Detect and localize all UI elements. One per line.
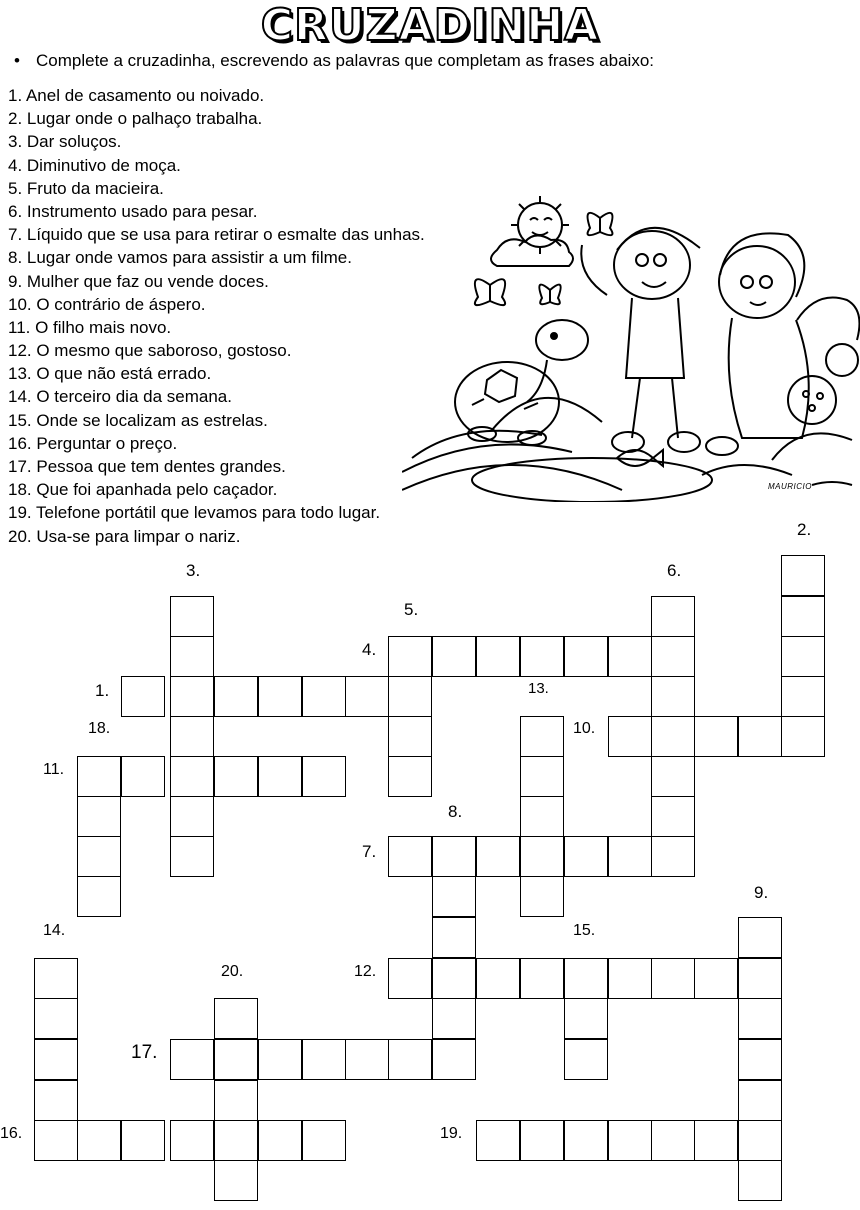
crossword-cell[interactable] — [34, 958, 78, 999]
clue-item: 8. Lugar onde vamos para assistir a um filme. — [8, 248, 352, 268]
crossword-cell[interactable] — [738, 998, 782, 1039]
crossword-cell[interactable] — [476, 958, 520, 999]
illustration-signature: MAURICIO — [768, 482, 812, 491]
crossword-cell[interactable] — [170, 716, 214, 757]
crossword-cell[interactable] — [214, 1039, 258, 1080]
grid-number-1: 1. — [95, 681, 110, 700]
crossword-cell[interactable] — [258, 756, 302, 797]
crossword-cell[interactable] — [781, 596, 825, 637]
grid-number-18: 18. — [88, 720, 111, 737]
crossword-cell[interactable] — [302, 676, 346, 717]
crossword-cell[interactable] — [781, 555, 825, 596]
crossword-cell[interactable] — [170, 636, 214, 677]
crossword-cell[interactable] — [651, 716, 695, 757]
crossword-cell[interactable] — [738, 958, 782, 999]
crossword-cell[interactable] — [651, 596, 695, 637]
grid-number-11: 11. — [43, 761, 65, 778]
crossword-cell[interactable] — [738, 1080, 782, 1121]
crossword-cell[interactable] — [738, 917, 782, 958]
grid-number-3: 3. — [186, 561, 201, 580]
clue-item: 14. O terceiro dia da semana. — [8, 387, 232, 407]
crossword-cell[interactable] — [121, 676, 165, 717]
crossword-cell[interactable] — [476, 836, 520, 877]
clue-item: 2. Lugar onde o palhaço trabalha. — [8, 109, 263, 129]
crossword-cell[interactable] — [170, 596, 214, 637]
crossword-cell[interactable] — [77, 836, 121, 877]
crossword-cell[interactable] — [781, 676, 825, 717]
clue-item: 17. Pessoa que tem dentes grandes. — [8, 457, 286, 476]
crossword-cell[interactable] — [170, 676, 214, 717]
crossword-cell[interactable] — [388, 716, 432, 757]
crossword-cell[interactable] — [564, 1120, 608, 1161]
crossword-cell[interactable] — [170, 836, 214, 877]
crossword-cell[interactable] — [651, 756, 695, 797]
crossword-cell[interactable] — [694, 716, 738, 757]
bullet-icon: • — [14, 51, 20, 70]
clue-item: 9. Mulher que faz ou vende doces. — [8, 271, 269, 291]
crossword-cell[interactable] — [121, 1120, 165, 1161]
crossword-cell[interactable] — [564, 958, 608, 999]
crossword-cell[interactable] — [432, 1039, 476, 1080]
crossword-cell[interactable] — [258, 1120, 302, 1161]
crossword-cell[interactable] — [738, 1120, 782, 1161]
crossword-cell[interactable] — [520, 796, 564, 837]
crossword-cell[interactable] — [258, 1039, 302, 1080]
grid-number-13: 13. — [528, 680, 549, 697]
crossword-cell[interactable] — [388, 636, 432, 677]
clue-item: 12. O mesmo que saboroso, gostoso. — [8, 341, 292, 361]
crossword-cell[interactable] — [520, 1120, 564, 1161]
crossword-cell[interactable] — [564, 1039, 608, 1080]
crossword-cell[interactable] — [520, 876, 564, 917]
crossword-cell[interactable] — [170, 796, 214, 837]
clue-item: 13. O que não está errado. — [8, 364, 212, 384]
clue-item: 20. Usa-se para limpar o nariz. — [8, 526, 241, 546]
crossword-cell[interactable] — [651, 958, 695, 999]
crossword-cell[interactable] — [77, 796, 121, 837]
crossword-cell[interactable] — [432, 836, 476, 877]
crossword-cell[interactable] — [34, 1080, 78, 1121]
crossword-cell[interactable] — [651, 796, 695, 837]
crossword-cell[interactable] — [651, 836, 695, 877]
crossword-cell[interactable] — [77, 876, 121, 917]
clue-item: 4. Diminutivo de moça. — [8, 155, 181, 175]
crossword-cell[interactable] — [302, 1039, 346, 1080]
clue-item: 3. Dar soluços. — [8, 132, 122, 152]
crossword-cell[interactable] — [77, 756, 121, 797]
crossword-cell[interactable] — [432, 876, 476, 917]
crossword-cell[interactable] — [34, 1039, 78, 1080]
crossword-cell[interactable] — [432, 917, 476, 958]
clue-item: 15. Onde se localizam as estrelas. — [8, 410, 268, 430]
crossword-cell[interactable] — [214, 1160, 258, 1201]
grid-number-12: 12. — [354, 963, 377, 980]
crossword-cell[interactable] — [214, 998, 258, 1039]
crossword-cell[interactable] — [781, 716, 825, 757]
instruction-text: Complete a cruzadinha, escrevendo as palavras que completam as frases abaixo: — [36, 51, 655, 70]
crossword-cell[interactable] — [738, 1160, 782, 1201]
crossword-cell[interactable] — [520, 958, 564, 999]
page-title: CRUZADINHA — [260, 0, 600, 51]
crossword-cell[interactable] — [738, 716, 782, 757]
crossword-cell[interactable] — [564, 998, 608, 1039]
crossword-cell[interactable] — [651, 1120, 695, 1161]
clue-item: 10. O contrário de áspero. — [8, 294, 206, 314]
crossword-cell[interactable] — [608, 958, 652, 999]
crossword-cell[interactable] — [520, 836, 564, 877]
crossword-cell[interactable] — [608, 1120, 652, 1161]
crossword-cell[interactable] — [388, 676, 432, 717]
crossword-cell[interactable] — [34, 998, 78, 1039]
grid-number-15: 15. — [573, 922, 596, 939]
grid-number-17: 17. — [131, 1042, 158, 1063]
crossword-cell[interactable] — [214, 1080, 258, 1121]
grid-number-5: 5. — [404, 600, 419, 619]
clue-item: 5. Fruto da macieira. — [8, 178, 164, 198]
crossword-cell[interactable] — [388, 958, 432, 999]
grid-number-16: 16. — [0, 1125, 23, 1142]
crossword-cell[interactable] — [302, 756, 346, 797]
crossword-cell[interactable] — [432, 958, 476, 999]
crossword-cell[interactable] — [564, 636, 608, 677]
crossword-cell[interactable] — [258, 676, 302, 717]
crossword-cell[interactable] — [170, 1039, 214, 1080]
crossword-cell[interactable] — [34, 1120, 78, 1161]
crossword-cell[interactable] — [388, 1039, 432, 1080]
crossword-cell[interactable] — [608, 716, 652, 757]
crossword-cell[interactable] — [214, 1120, 258, 1161]
clue-item: 19. Telefone portátil que levamos para todo lugar. — [8, 503, 381, 523]
crossword-cell[interactable] — [694, 958, 738, 999]
grid-number-8: 8. — [448, 802, 463, 821]
crossword-cell[interactable] — [432, 636, 476, 677]
grid-number-7: 7. — [362, 842, 377, 861]
crossword-cell[interactable] — [214, 676, 258, 717]
clue-item: 1. Anel de casamento ou noivado. — [8, 86, 265, 105]
clue-item: 18. Que foi apanhada pelo caçador. — [8, 480, 278, 500]
crossword-cell[interactable] — [651, 676, 695, 717]
crossword-cell[interactable] — [520, 756, 564, 797]
clue-item: 16. Perguntar o preço. — [8, 433, 178, 453]
crossword-cell[interactable] — [476, 636, 520, 677]
grid-number-9: 9. — [754, 883, 769, 902]
grid-number-10: 10. — [573, 720, 596, 737]
crossword-cell[interactable] — [388, 836, 432, 877]
clue-item: 6. Instrumento usado para pesar. — [8, 201, 258, 221]
crossword-cell[interactable] — [564, 836, 608, 877]
crossword-cell[interactable] — [345, 1039, 389, 1080]
crossword-cell[interactable] — [520, 716, 564, 757]
crossword-cell[interactable] — [214, 756, 258, 797]
grid-number-6: 6. — [667, 561, 682, 580]
crossword-cell[interactable] — [651, 636, 695, 677]
crossword-cell[interactable] — [345, 676, 389, 717]
crossword-cell[interactable] — [302, 1120, 346, 1161]
crossword-cell[interactable] — [432, 998, 476, 1039]
crossword-cell[interactable] — [520, 636, 564, 677]
crossword-cell[interactable] — [738, 1039, 782, 1080]
grid-number-20: 20. — [221, 963, 244, 980]
crossword-cell[interactable] — [170, 756, 214, 797]
grid-number-19: 19. — [440, 1125, 463, 1142]
crossword-cell[interactable] — [608, 836, 652, 877]
grid-number-4: 4. — [362, 640, 377, 659]
crossword-cell[interactable] — [781, 636, 825, 677]
crossword-cell[interactable] — [476, 1120, 520, 1161]
clue-item: 11. O filho mais novo. — [8, 317, 172, 337]
crossword-cell[interactable] — [608, 636, 652, 677]
crossword-cell[interactable] — [170, 1120, 214, 1161]
crossword-cell[interactable] — [388, 756, 432, 797]
grid-number-2: 2. — [797, 520, 812, 539]
clue-item: 7. Líquido que se usa para retirar o esmalte das unhas. — [8, 225, 425, 245]
crossword-cell[interactable] — [694, 1120, 738, 1161]
grid-number-14: 14. — [43, 922, 66, 939]
crossword-cell[interactable] — [77, 1120, 121, 1161]
crossword-cell[interactable] — [121, 756, 165, 797]
